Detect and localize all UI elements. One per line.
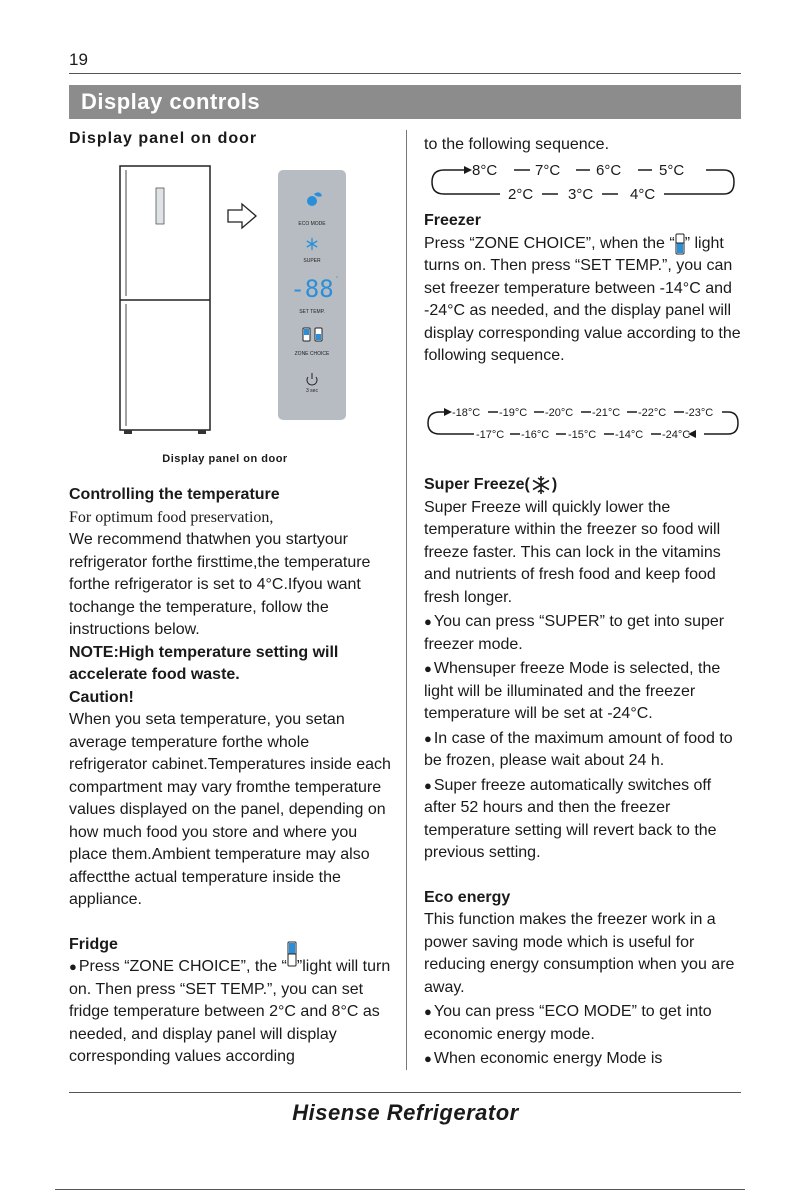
freezer-seq-bottom-0: -17°C [476,429,505,441]
control-panel [278,170,346,420]
super-freeze-heading-b: ) [551,476,558,493]
page-number: 19 [69,50,88,69]
freezer-seq-top-3: -21°C [592,407,621,419]
fridge-text-b: ”light will turn on. Then press “SET TEMP.”, you can set fridge temperature between 2°C and 8°C as needed, and display panel will display corresponding values according [69,958,391,1065]
freezer-text [424,233,744,368]
caution-heading: Caution! [69,688,134,706]
controlling-heading: Controlling the temperature [69,486,280,503]
super-freeze-body: Super Freeze will quickly lower the temperature within the freezer so food will freeze faster. This can lock in the vitamins and nutrients of fresh food and keep food fresh longer. [424,498,721,606]
fridge-zone-icon [287,941,297,967]
section-title-bar [69,85,741,119]
super-bullet-2: ● In case of the maximum amount of food to be frozen, please wait about 24 h. [424,728,744,773]
footer-rule [55,1189,745,1190]
zone-choice-label: ZONE CHOICE [294,351,330,357]
freezer-text-b: ” light turns on. Then press “SET TEMP.”, you can set freezer temperature between -14°C and -24°C as needed, and the display panel will display corresponding value according to the following sequence. [424,234,741,365]
freezer-zone-icon [675,233,685,255]
freezer-seq-top-2: -20°C [545,407,574,419]
fridge-seq-top-0: 8°C [472,162,498,179]
section-title: Display controls [81,89,261,114]
freezer-heading: Freezer [424,212,481,229]
fridge-seq-top-1: 7°C [535,162,561,179]
top-rule [69,73,741,74]
fridge-outline [120,166,210,434]
freezer-section [424,210,744,368]
freezer-seq-bottom-3: -14°C [615,429,644,441]
left-column [69,484,391,1069]
fridge-seq-bottom-1: 3°C [568,186,594,203]
fridge-text-a: Press “ZONE CHOICE”, the “ [78,958,287,975]
fridge-text [69,956,391,1069]
column-divider [406,130,407,1070]
eco-bullet-0: ● You can press “ECO MODE” to get into economic energy mode. [424,1001,744,1046]
fridge-seq-bottom-2: 4°C [630,186,656,203]
set-temp-label: SET TEMP. [299,309,325,315]
freezer-seq-top-4: -22°C [638,407,667,419]
controlling-intro: For optimum food preservation, [69,508,274,526]
freezer-seq-top-1: -19°C [499,407,528,419]
note-text: NOTE:High temperature setting will accelerate food waste. [69,643,339,683]
eco-bullet-1: ● When economic energy Mode is [424,1048,744,1071]
bottom-rule [69,1092,741,1093]
freezer-seq-bottom-4: -24°C [662,429,691,441]
temperature-digits: -88 [290,275,334,303]
freezer-seq-top-0: -18°C [452,407,481,419]
hold-label: 3 sec [306,388,318,394]
super-freeze-heading [424,474,744,497]
super-freeze-heading-a: Super Freeze( [424,476,530,493]
caution-body: When you seta temperature, you setan average temperature forthe whole refrigerator cabinet.Temperatures inside each compartment may vary fromthe temperature values displayed on the panel, depending on how much food you store and where you place them.Ambient temperature may also affectthe actual temperature inside the appliance. [69,711,391,908]
eco-mode-label: ECO MODE [298,221,326,227]
super-freeze-section [424,474,744,1071]
super-bullet-3: ● Super freeze automatically switches off after 52 hours and then the freezer temperature setting will revert back to the previous setting. [424,775,744,865]
fridge-seq-top-2: 6°C [596,162,622,179]
panel-heading: Display panel on door [69,130,258,147]
arrow-icon [228,204,256,228]
fridge-seq-top-3: 5°C [659,162,685,179]
panel-caption: Display panel on door [162,453,288,465]
fridge-sequence-diagram [424,156,744,208]
freezer-seq-bottom-1: -16°C [521,429,550,441]
freezer-text-a: Press “ZONE CHOICE”, when the “ [424,234,675,252]
freezer-seq-bottom-2: -15°C [568,429,597,441]
controlling-body: We recommend thatwhen you startyour refrigerator forthe firsttime,the temperature forthe refrigerator is set to 4°C.Ifyou want tochange the temperature, follow the instructions below. [69,531,371,638]
snowflake-icon [530,475,552,495]
eco-body: This function makes the freezer work in a power saving mode which is useful for reducing energy consumption when you are away. [424,911,735,996]
super-bullet-0: ● You can press “SUPER” to get into super freezer mode. [424,611,744,656]
brand-footer: Hisense Refrigerator [292,1100,519,1125]
degree-indicator: ° [336,276,338,282]
super-label: SUPER [303,258,321,264]
freezer-seq-top-5: -23°C [685,407,714,419]
super-bullet-1: ● Whensuper freeze Mode is selected, the light will be illuminated and the freezer temperature will be set at -24°C. [424,658,744,726]
eco-heading: Eco energy [424,888,511,906]
freezer-sequence-diagram [424,400,744,444]
fridge-heading: Fridge [69,935,118,953]
fridge-continuation: to the following sequence. [424,136,610,153]
fridge-seq-bottom-0: 2°C [508,186,534,203]
fridge-illustration [110,150,380,440]
